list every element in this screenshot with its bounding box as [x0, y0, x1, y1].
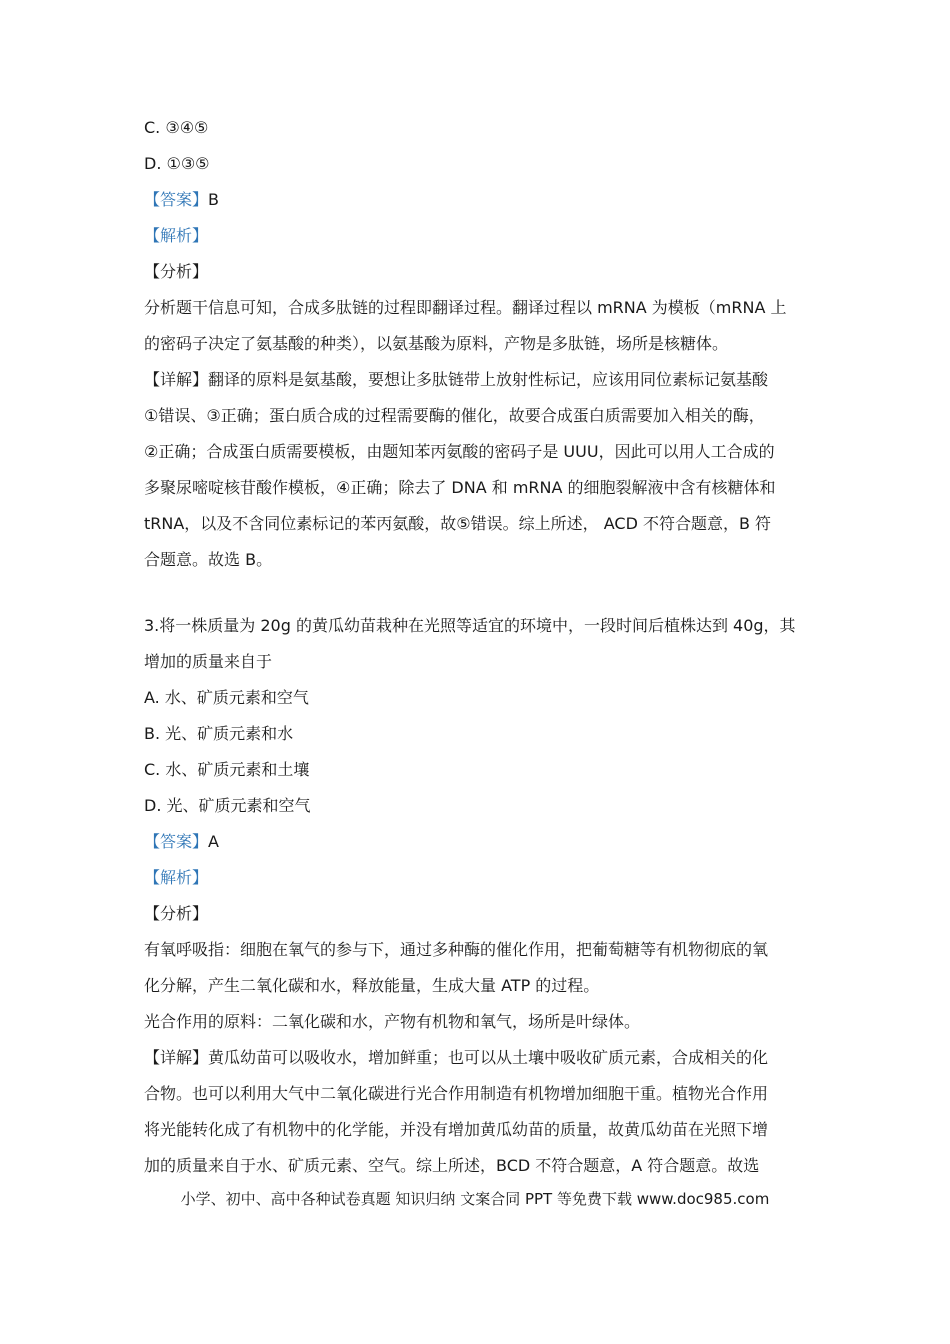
q2-jiexi-tag: 【解析】: [144, 226, 209, 245]
q2-xiangjie-line: 多聚尿嘧啶核苷酸作模板，④正确；除去了 DNA 和 mRNA 的细胞裂解液中含有核糖体和: [144, 478, 776, 497]
q3-fenxi-tag: 【分析】: [144, 904, 209, 923]
q3-xiangjie-line: 合物。也可以利用大气中二氧化碳进行光合作用制造有机物增加细胞干重。植物光合作用: [144, 1084, 769, 1103]
q3-fenxi-line: 化分解，产生二氧化碳和水，释放能量，生成大量 ATP 的过程。: [144, 976, 600, 995]
q3-option-b: B. 光、矿质元素和水: [144, 724, 294, 743]
answer-tag: 【答案】: [144, 190, 209, 209]
section-gap: [144, 578, 808, 608]
q2-option-c: C. ③④⑤: [144, 118, 209, 137]
q2-answer: [144, 182, 808, 218]
q2-xiangjie-line: ①错误、③正确；蛋白质合成的过程需要酶的催化，故要合成蛋白质需要加入相关的酶，: [144, 406, 765, 425]
q2-fenxi-tag: 【分析】: [144, 262, 209, 281]
page-footer: 小学、初中、高中各种试卷真题 知识归纳 文案合同 PPT 等免费下载 www.doc985.com: [180, 1190, 770, 1208]
q2-xiangjie-line: 合题意。故选 B。: [144, 550, 273, 569]
q2-fenxi-line: 分析题干信息可知，合成多肽链的过程即翻译过程。翻译过程以 mRNA 为模板（mRNA 上: [144, 298, 787, 317]
q2-xiangjie-line: tRNA，以及不含同位素标记的苯丙氨酸，故⑤错误。综上所述， ACD 不符合题意，B 符: [144, 514, 772, 533]
q3-xiangjie-line: 【详解】黄瓜幼苗可以吸收水，增加鲜重；也可以从土壤中吸收矿质元素，合成相关的化: [144, 1048, 769, 1067]
q3-stem-line: 增加的质量来自于: [144, 652, 273, 671]
q3-fenxi-line: 光合作用的原料：二氧化碳和水，产物有机物和氧气，场所是叶绿体。: [144, 1012, 641, 1031]
q3-option-c: C. 水、矿质元素和土壤: [144, 760, 310, 779]
q3-option-d: D. 光、矿质元素和空气: [144, 796, 311, 815]
q3-option-a: A. 水、矿质元素和空气: [144, 688, 309, 707]
q2-fenxi-line: 的密码子决定了氨基酸的种类），以氨基酸为原料，产物是多肽链，场所是核糖体。: [144, 334, 729, 353]
q3-jiexi-tag: 【解析】: [144, 868, 209, 887]
document-body: [144, 110, 808, 1184]
q2-xiangjie-line: 【详解】翻译的原料是氨基酸，要想让多肽链带上放射性标记，应该用同位素标记氨基酸: [144, 370, 769, 389]
q2-xiangjie-line: ②正确；合成蛋白质需要模板，由题知苯丙氨酸的密码子是 UUU，因此可以用人工合成的: [144, 442, 775, 461]
answer-value: A: [208, 832, 219, 851]
q3-xiangjie-line: 加的质量来自于水、矿质元素、空气。综上所述，BCD 不符合题意，A 符合题意。故选: [144, 1156, 760, 1175]
q3-answer: [144, 824, 808, 860]
q3-xiangjie-line: 将光能转化成了有机物中的化学能，并没有增加黄瓜幼苗的质量，故黄瓜幼苗在光照下增: [144, 1120, 769, 1139]
q3-stem-line: 3.将一株质量为 20g 的黄瓜幼苗栽种在光照等适宜的环境中，一段时间后植株达到 40g，其: [144, 616, 796, 635]
q3-fenxi-line: 有氧呼吸指：细胞在氧气的参与下，通过多种酶的催化作用，把葡萄糖等有机物彻底的氧: [144, 940, 769, 959]
q2-option-d: D. ①③⑤: [144, 154, 210, 173]
answer-value: B: [208, 190, 219, 209]
answer-tag: 【答案】: [144, 832, 209, 851]
